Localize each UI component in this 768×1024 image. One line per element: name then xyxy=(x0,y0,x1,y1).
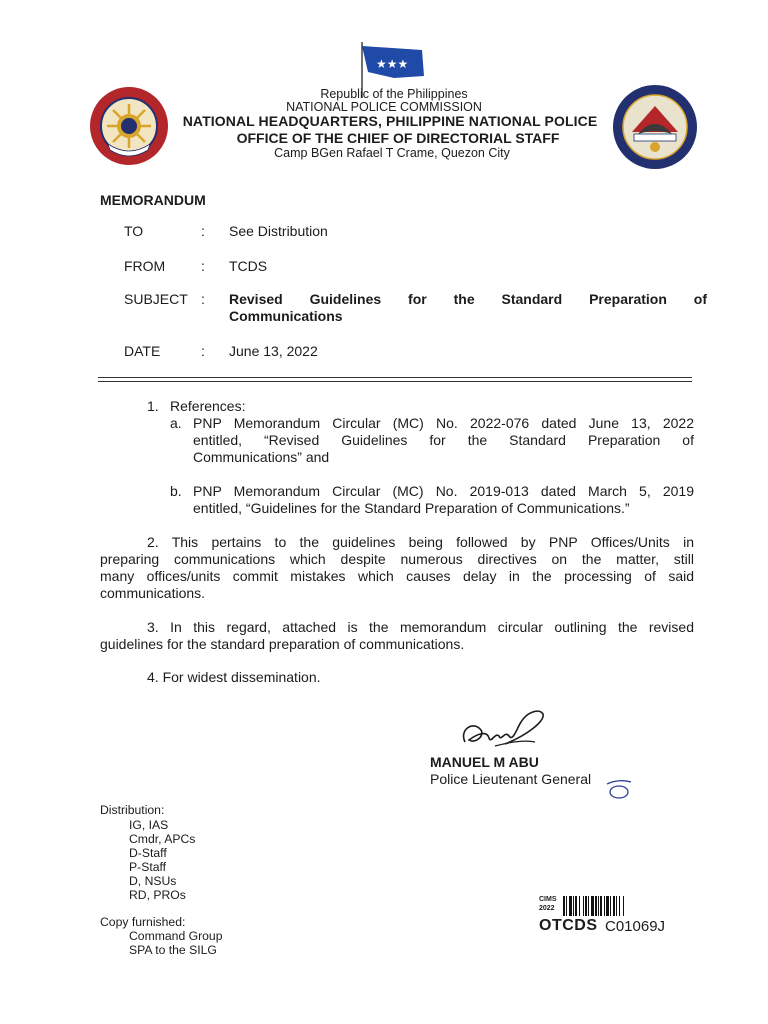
date-label: DATE xyxy=(124,343,161,359)
header-divider-second xyxy=(98,381,692,382)
barcode-bar xyxy=(579,896,580,916)
barcode-bar xyxy=(563,896,565,916)
svg-text:★★★: ★★★ xyxy=(376,57,409,71)
ref-a-letter: a. xyxy=(170,415,182,431)
barcode-bar xyxy=(610,896,611,916)
distribution-item: D-Staff xyxy=(129,846,167,860)
barcode-bar xyxy=(600,896,602,916)
header-address: Camp BGen Rafael T Crame, Quezon City xyxy=(274,146,510,160)
header-republic: Republic of the Philippines xyxy=(320,87,468,101)
ref-b-letter: b. xyxy=(170,483,182,499)
para-2-line-2: preparing communications which despite numerous directives on the matter, still xyxy=(100,551,694,567)
from-colon: : xyxy=(201,258,205,274)
subject-label: SUBJECT xyxy=(124,291,188,307)
header-hq: NATIONAL HEADQUARTERS, PHILIPPINE NATIONAL POLICE xyxy=(182,113,598,129)
barcode-bar xyxy=(616,896,617,916)
barcode-cims-label: CIMS xyxy=(539,896,557,903)
header-divider xyxy=(98,377,692,378)
subject-line-1: Revised Guidelines for the Standard Preparation of xyxy=(229,291,707,307)
barcode-bar xyxy=(613,896,615,916)
to-value: See Distribution xyxy=(229,223,328,239)
para-3-line-1: 3. In this regard, attached is the memorandum circular outlining the revised xyxy=(147,619,694,635)
para-1-number: 1. xyxy=(147,398,159,414)
para-1-title: References: xyxy=(170,398,246,414)
to-colon: : xyxy=(201,223,205,239)
barcode-bar xyxy=(604,896,605,916)
ref-b-line-1: PNP Memorandum Circular (MC) No. 2019-013 dated March 5, 2019 xyxy=(193,483,694,499)
signatory-rank: Police Lieutenant General xyxy=(430,771,592,787)
barcode-bar xyxy=(588,896,589,916)
para-4: 4. For widest dissemination. xyxy=(147,669,321,685)
barcode-bar xyxy=(569,896,572,916)
barcode-bar xyxy=(566,896,567,916)
distribution-item: Cmdr, APCs xyxy=(129,832,196,846)
barcode-bar xyxy=(585,896,587,916)
ref-a-line-3: Communications” and xyxy=(193,449,330,465)
barcode-bar xyxy=(598,896,599,916)
from-value: TCDS xyxy=(229,258,268,274)
memo-title: MEMORANDUM xyxy=(100,192,206,208)
distribution-item: IG, IAS xyxy=(129,818,169,832)
barcode-bar xyxy=(573,896,574,916)
barcode-bar xyxy=(591,896,594,916)
barcode-bar xyxy=(623,896,624,916)
date-value: June 13, 2022 xyxy=(229,343,318,359)
from-label: FROM xyxy=(124,258,166,274)
barcode-bar xyxy=(583,896,584,916)
para-3-line-2: guidelines for the standard preparation of communications. xyxy=(100,636,465,652)
barcode-year-label: 2022 xyxy=(539,905,555,912)
para-2-line-3: many offices/units commit mistakes which causes delay in the processing of said xyxy=(100,568,694,584)
para-2-line-1: 2. This pertains to the guidelines being followed by PNP Offices/Units in xyxy=(147,534,694,550)
barcode-bar xyxy=(595,896,597,916)
subject-line-2: Communications xyxy=(229,308,343,324)
barcode-bar xyxy=(575,896,577,916)
subject-colon: : xyxy=(201,291,205,307)
para-2-line-4: communications. xyxy=(100,585,206,601)
handwritten-signature xyxy=(455,700,550,755)
barcode-bar xyxy=(619,896,620,916)
distribution-item: P-Staff xyxy=(129,860,167,874)
barcode-bar xyxy=(606,896,609,916)
copy-furnished-item: Command Group xyxy=(129,929,223,943)
header-commission: NATIONAL POLICE COMMISSION xyxy=(286,100,482,114)
ref-a-line-2: entitled, “Revised Guidelines for the Standard Preparation of xyxy=(193,432,694,448)
header-office: OFFICE OF THE CHIEF OF DIRECTORIAL STAFF xyxy=(236,130,560,146)
distribution-item: D, NSUs xyxy=(129,874,177,888)
copy-furnished-title: Copy furnished: xyxy=(100,915,186,929)
date-colon: : xyxy=(201,343,205,359)
barcode xyxy=(563,896,669,916)
to-label: TO xyxy=(124,223,144,239)
barcode-code: C01069J xyxy=(605,918,666,935)
distribution-title: Distribution: xyxy=(100,803,165,817)
barcode-office: OTCDS xyxy=(539,917,598,934)
signatory-name: MANUEL M ABU xyxy=(430,754,539,770)
ref-a-line-1: PNP Memorandum Circular (MC) No. 2022-076 dated June 13, 2022 xyxy=(193,415,694,431)
distribution-item: RD, PROs xyxy=(129,888,186,902)
ref-b-line-2: entitled, “Guidelines for the Standard Preparation of Communications.” xyxy=(193,500,630,516)
initial-mark xyxy=(605,776,633,800)
copy-furnished-item: SPA to the SILG xyxy=(129,943,217,957)
